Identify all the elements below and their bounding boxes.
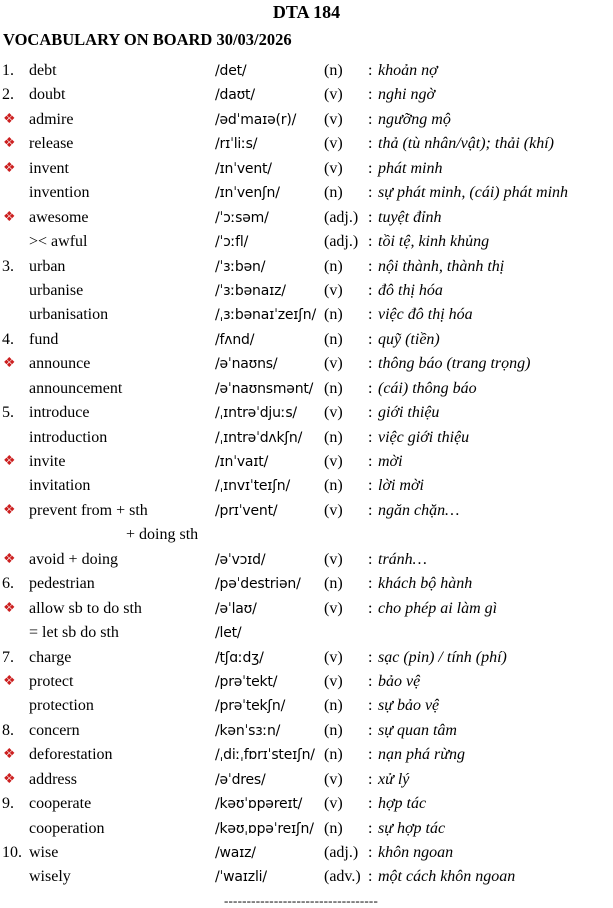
vocab-row — [0, 621, 613, 645]
entry-pronunciation: /ɪnˈvaɪt/ — [215, 454, 269, 470]
entry-meaning: lời mời — [378, 477, 424, 495]
entry-meaning: ngưỡng mộ — [378, 110, 451, 128]
entry-pronunciation: /ɪnˈvent/ — [215, 160, 272, 177]
entry-part-of-speech: (n) — [324, 184, 343, 202]
entry-word: allow sb to do sth — [29, 599, 142, 617]
entry-meaning: hợp tác — [378, 795, 427, 813]
entry-pronunciation: /ˈɜːbən/ — [215, 258, 266, 275]
entry-word: = let sb do sth — [29, 624, 119, 642]
entry-word: wise — [29, 844, 59, 861]
entry-word: invent — [29, 159, 69, 177]
entry-word: invention — [29, 184, 90, 202]
entry-meaning: thông báo (trang trọng) — [378, 355, 531, 373]
entry-part-of-speech: (v) — [324, 86, 343, 104]
entry-meaning: sự bảo vệ — [378, 697, 440, 715]
footer-divider: ---------------------------------- — [224, 893, 378, 908]
entry-part-of-speech: (adj.) — [324, 208, 359, 226]
diamond-bullet-icon: ❖ — [3, 136, 16, 152]
entry-separator: : — [368, 844, 373, 861]
entry-part-of-speech: (v) — [324, 648, 343, 666]
vocab-row — [0, 401, 613, 425]
entry-word: admire — [29, 110, 74, 128]
entry-separator: : — [368, 404, 373, 422]
entry-separator: : — [368, 819, 373, 837]
entry-part-of-speech: (n) — [324, 62, 343, 79]
vocab-row — [0, 841, 613, 865]
entry-number: 5. — [2, 404, 14, 422]
entry-part-of-speech: (v) — [324, 672, 343, 690]
entry-meaning: ngăn chặn… — [378, 501, 460, 519]
entry-pronunciation: /det/ — [215, 63, 247, 79]
entry-pronunciation: /kəʊˌɒpəˈreɪʃn/ — [215, 820, 314, 837]
entry-word: doubt — [29, 86, 66, 104]
vocab-row — [0, 108, 613, 132]
entry-separator: : — [368, 721, 373, 739]
entry-meaning: đô thị hóa — [378, 281, 443, 299]
vocab-row — [0, 279, 613, 303]
diamond-bullet-icon: ❖ — [3, 771, 16, 787]
entry-part-of-speech: (n) — [324, 575, 343, 593]
entry-pronunciation: /əˈvɔɪd/ — [215, 551, 266, 568]
vocab-row — [0, 646, 613, 670]
entry-word: >< awful — [29, 233, 88, 251]
vocab-row — [0, 206, 613, 230]
vocabulary-list — [0, 59, 613, 890]
entry-meaning: tránh… — [378, 550, 427, 568]
entry-separator: : — [368, 86, 373, 104]
entry-separator: : — [368, 281, 373, 299]
entry-word: address — [29, 770, 77, 788]
vocab-row — [0, 597, 613, 621]
entry-separator: : — [368, 110, 373, 128]
entry-pronunciation: /rɪˈliːs/ — [215, 136, 258, 153]
entry-number: 1. — [2, 62, 14, 79]
entry-separator: : — [368, 868, 373, 886]
entry-part-of-speech: (v) — [324, 501, 343, 519]
entry-word: protect — [29, 672, 74, 690]
entry-meaning: bảo vệ — [378, 672, 421, 690]
vocab-row — [0, 132, 613, 156]
entry-part-of-speech: (v) — [324, 159, 343, 177]
entry-meaning: khôn ngoan — [378, 844, 454, 861]
vocab-row — [0, 792, 613, 816]
entry-separator: : — [368, 208, 373, 226]
vocab-row — [0, 181, 613, 205]
vocab-row — [0, 255, 613, 279]
entry-separator: : — [368, 306, 373, 324]
entry-word: deforestation — [29, 746, 113, 764]
entry-pronunciation: /ɪnˈvenʃn/ — [215, 185, 280, 202]
entry-word: introduce — [29, 404, 90, 422]
entry-part-of-speech: (n) — [324, 697, 343, 715]
vocab-row — [0, 548, 613, 572]
entry-meaning: quỹ (tiền) — [378, 330, 440, 348]
entry-separator: : — [368, 648, 373, 666]
entry-number: 6. — [2, 575, 14, 593]
vocab-row — [0, 157, 613, 181]
entry-part-of-speech: (adj.) — [324, 233, 359, 251]
entry-part-of-speech: (n) — [324, 428, 343, 446]
entry-pronunciation: /pəˈdestriən/ — [215, 576, 301, 593]
vocab-row — [0, 426, 613, 450]
vocab-row — [0, 743, 613, 767]
entry-number: 2. — [2, 86, 14, 104]
entry-number: 4. — [2, 330, 14, 348]
diamond-bullet-icon: ❖ — [3, 160, 16, 176]
entry-pronunciation: /prəˈtekʃn/ — [215, 698, 286, 715]
entry-word: cooperate — [29, 795, 92, 813]
entry-word: announce — [29, 355, 91, 373]
diamond-bullet-icon: ❖ — [3, 356, 16, 372]
entry-separator: : — [368, 257, 373, 275]
entry-pronunciation: /ˌɜːbənaɪˈzeɪʃn/ — [215, 307, 316, 324]
entry-meaning: phát minh — [378, 159, 443, 177]
entry-meaning: sự quan tâm — [378, 721, 457, 739]
vocab-row — [0, 694, 613, 718]
entry-separator: : — [368, 184, 373, 202]
entry-word: announcement — [29, 379, 123, 397]
entry-separator: : — [368, 575, 373, 593]
vocab-row — [0, 377, 613, 401]
entry-word: protection — [29, 697, 94, 715]
entry-separator: : — [368, 672, 373, 690]
entry-meaning: cho phép ai làm gì — [378, 599, 498, 617]
entry-part-of-speech: (adv.) — [324, 868, 361, 886]
entry-meaning: sạc (pin) / tính (phí) — [378, 648, 507, 666]
vocab-row — [0, 670, 613, 694]
entry-word: charge — [29, 648, 72, 666]
entry-word: wisely — [29, 868, 71, 886]
entry-meaning: khoản nợ — [378, 62, 438, 79]
entry-meaning: việc đô thị hóa — [378, 306, 473, 324]
entry-meaning: xử lý — [378, 770, 410, 788]
entry-pronunciation: /let/ — [215, 625, 242, 642]
entry-separator: : — [368, 62, 373, 79]
entry-separator: : — [368, 233, 373, 251]
entry-meaning: nghi ngờ — [378, 86, 435, 104]
diamond-bullet-icon: ❖ — [3, 454, 16, 469]
diamond-bullet-icon: ❖ — [3, 111, 16, 127]
entry-word: concern — [29, 721, 80, 739]
entry-pronunciation: /waɪz/ — [215, 845, 256, 861]
entry-pronunciation: /ˈɔːsəm/ — [215, 209, 269, 226]
entry-part-of-speech: (v) — [324, 404, 343, 422]
vocab-row — [0, 768, 613, 792]
entry-word: pedestrian — [29, 575, 95, 593]
entry-part-of-speech: (v) — [324, 355, 343, 373]
entry-pronunciation: /kənˈsɜːn/ — [215, 722, 281, 739]
entry-pronunciation: /əˈnaʊnsmənt/ — [215, 380, 314, 397]
entry-meaning: giới thiệu — [378, 404, 440, 422]
entry-word: prevent from + sth — [29, 501, 148, 519]
entry-separator: : — [368, 453, 373, 470]
entry-pronunciation: /ˈɜːbənaɪz/ — [215, 282, 286, 299]
entry-pronunciation: /fʌnd/ — [215, 331, 255, 348]
entry-word: + doing sth — [126, 526, 199, 544]
entry-separator: : — [368, 135, 373, 153]
vocab-row — [0, 499, 613, 523]
entry-pronunciation: /tʃɑːdʒ/ — [215, 649, 264, 666]
entry-pronunciation: /əˈnaʊns/ — [215, 356, 278, 373]
entry-meaning: nạn phá rừng — [378, 746, 465, 764]
diamond-bullet-icon: ❖ — [3, 502, 16, 518]
entry-part-of-speech: (v) — [324, 795, 343, 813]
entry-separator: : — [368, 330, 373, 348]
entry-separator: : — [368, 159, 373, 177]
entry-separator: : — [368, 550, 373, 568]
entry-part-of-speech: (v) — [324, 770, 343, 788]
entry-word: release — [29, 135, 74, 153]
entry-pronunciation: /ədˈmaɪə(r)/ — [215, 111, 297, 128]
entry-part-of-speech: (n) — [324, 257, 343, 275]
entry-pronunciation: /prɪˈvent/ — [215, 502, 278, 519]
entry-part-of-speech: (n) — [324, 721, 343, 739]
entry-separator: : — [368, 428, 373, 446]
entry-number: 3. — [2, 257, 14, 275]
vocab-row — [0, 59, 613, 83]
diamond-bullet-icon: ❖ — [3, 551, 16, 567]
entry-pronunciation: /ˌɪntrəˈdʌkʃn/ — [215, 429, 303, 446]
entry-part-of-speech: (adj.) — [324, 844, 359, 861]
entry-part-of-speech: (n) — [324, 477, 343, 495]
entry-pronunciation: /ˈwaɪzli/ — [215, 869, 267, 886]
entry-part-of-speech: (n) — [324, 819, 343, 837]
entry-number: 7. — [2, 648, 14, 666]
entry-pronunciation: /daʊt/ — [215, 87, 255, 104]
entry-part-of-speech: (n) — [324, 746, 343, 764]
vocab-row — [0, 230, 613, 254]
entry-meaning: sự phát minh, (cái) phát minh — [378, 184, 569, 202]
entry-pronunciation: /ˈɔːfl/ — [215, 234, 249, 251]
entry-meaning: thả (tù nhân/vật); thải (khí) — [378, 135, 554, 153]
entry-word: awesome — [29, 208, 89, 226]
entry-meaning: tồi tệ, kinh khủng — [378, 233, 490, 251]
entry-number: 9. — [2, 795, 14, 813]
entry-word: debt — [29, 62, 57, 79]
vocab-row — [0, 474, 613, 498]
diamond-bullet-icon: ❖ — [3, 673, 16, 689]
entry-part-of-speech: (v) — [324, 453, 343, 470]
vocab-row — [0, 352, 613, 376]
vocab-row — [0, 865, 613, 889]
entry-part-of-speech: (v) — [324, 599, 343, 617]
vocab-row — [0, 719, 613, 743]
entry-meaning: nội thành, thành thị — [378, 257, 505, 275]
entry-meaning: tuyệt đỉnh — [378, 208, 442, 226]
entry-word: invite — [29, 453, 66, 470]
entry-pronunciation: /kəʊˈɒpəreɪt/ — [215, 796, 303, 813]
entry-meaning: việc giới thiệu — [378, 428, 470, 446]
entry-part-of-speech: (n) — [324, 379, 343, 397]
entry-word: urban — [29, 257, 66, 275]
entry-part-of-speech: (v) — [324, 550, 343, 568]
vocab-row — [0, 572, 613, 596]
vocab-row — [0, 303, 613, 327]
entry-word: urbanise — [29, 281, 84, 299]
entry-separator: : — [368, 599, 373, 617]
entry-number: 8. — [2, 721, 14, 739]
entry-word: cooperation — [29, 819, 105, 837]
entry-pronunciation: /ˌɪntrəˈdjuːs/ — [215, 405, 297, 422]
diamond-bullet-icon: ❖ — [3, 600, 16, 616]
vocab-row — [0, 523, 613, 547]
entry-word: urbanisation — [29, 306, 109, 324]
diamond-bullet-icon: ❖ — [3, 747, 16, 763]
entry-separator: : — [368, 501, 373, 519]
vocabulary-heading: VOCABULARY ON BOARD 30/03/2026 — [3, 30, 292, 49]
entry-separator: : — [368, 795, 373, 813]
entry-separator: : — [368, 697, 373, 715]
entry-word: invitation — [29, 477, 91, 495]
entry-meaning: một cách khôn ngoan — [378, 868, 516, 886]
entry-separator: : — [368, 477, 373, 495]
entry-separator: : — [368, 770, 373, 788]
entry-part-of-speech: (n) — [324, 306, 343, 324]
entry-word: fund — [29, 330, 59, 348]
entry-separator: : — [368, 355, 373, 373]
entry-word: avoid + doing — [29, 550, 119, 568]
entry-pronunciation: /ˌɪnvɪˈteɪʃn/ — [215, 478, 290, 495]
vocab-row — [0, 817, 613, 841]
entry-word: introduction — [29, 428, 108, 446]
entry-pronunciation: /prəˈtekt/ — [215, 673, 278, 690]
entry-pronunciation: /əˈlaʊ/ — [215, 600, 257, 617]
entry-meaning: (cái) thông báo — [378, 379, 477, 397]
vocab-row — [0, 83, 613, 107]
entry-separator: : — [368, 746, 373, 764]
diamond-bullet-icon: ❖ — [3, 209, 16, 225]
entry-separator: : — [368, 379, 373, 397]
vocab-row — [0, 328, 613, 352]
entry-part-of-speech: (v) — [324, 135, 343, 153]
entry-part-of-speech: (n) — [324, 330, 343, 348]
entry-part-of-speech: (v) — [324, 281, 343, 299]
entry-number: 10. — [2, 844, 22, 861]
entry-part-of-speech: (v) — [324, 110, 343, 128]
entry-meaning: mời — [378, 453, 403, 470]
page-title: DTA 184 — [272, 2, 341, 22]
entry-meaning: sự hợp tác — [378, 819, 446, 837]
entry-pronunciation: /əˈdres/ — [215, 771, 266, 788]
vocab-row — [0, 450, 613, 474]
entry-meaning: khách bộ hành — [378, 575, 473, 593]
entry-pronunciation: /ˌdiːˌfɒrɪˈsteɪʃn/ — [215, 747, 315, 764]
